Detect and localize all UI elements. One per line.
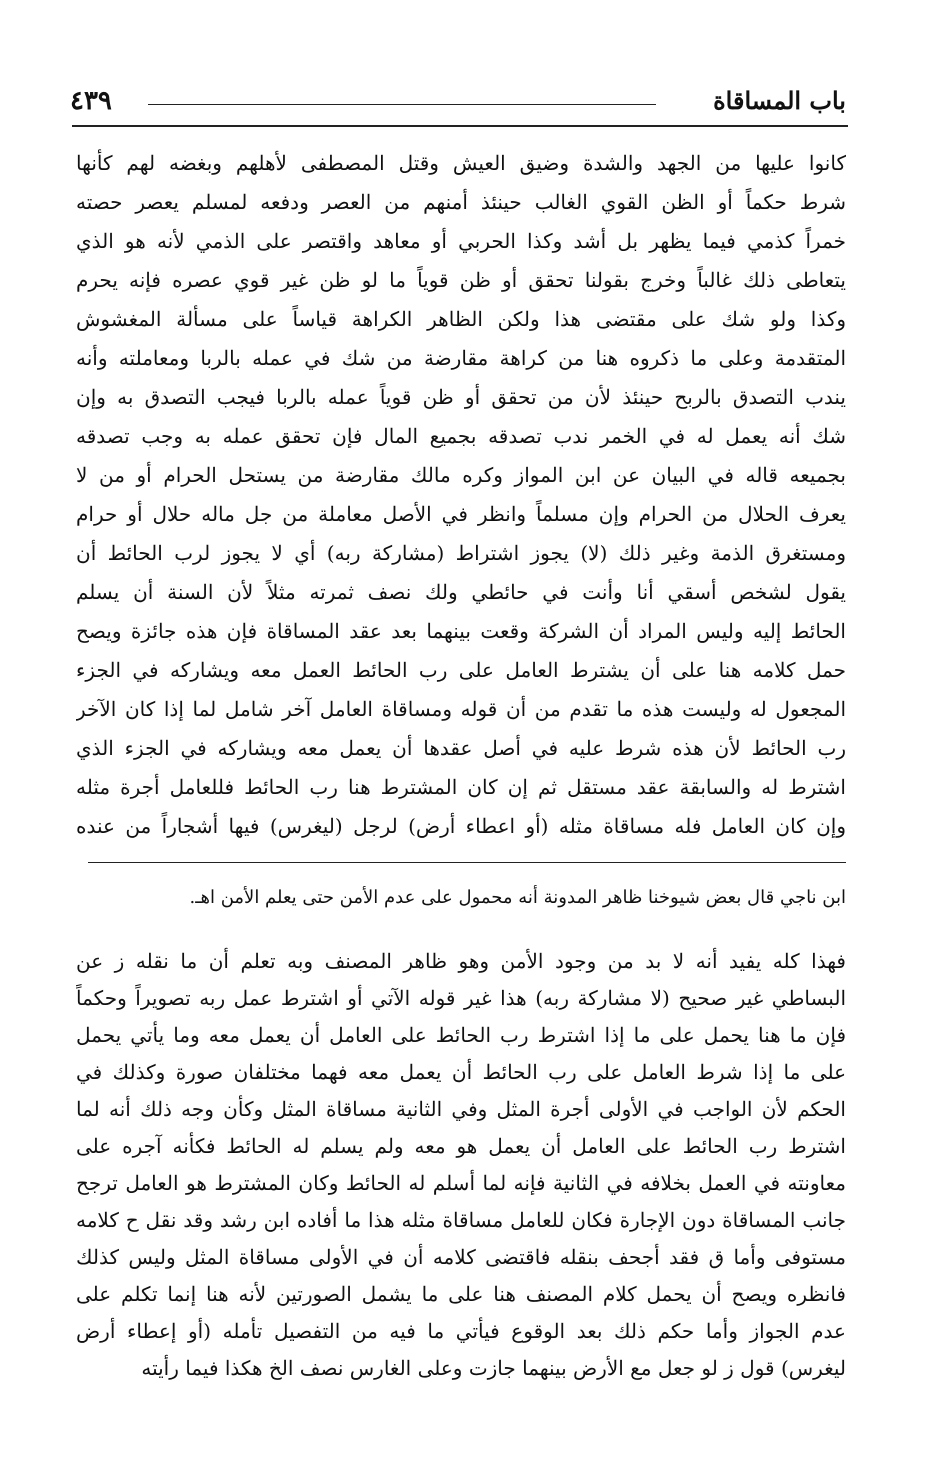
footnote-line: ابن ناجي قال بعض شيوخنا ظاهر المدونة أنه محمول على عدم الأمن حتى يعلم الأمن اهـ. — [189, 887, 846, 908]
commentary-line: اشترط رب الحائط على العامل أن يعمل هو معه ولم يسلم له الحائط فكأنه آجره على — [76, 1134, 846, 1158]
main-line: شك أنه يعمل له في الخمر ندب تصدقه بجميع المال فإن تحقق عمله به وجب تصدقه — [76, 424, 846, 448]
main-line: حمل كلامه هنا على أن يشترط العامل على رب الحائط العمل معه ويشاركه في الجزء — [76, 658, 846, 682]
commentary-line: مستوفى وأما ق فقد أجحف بنقله فاقتضى كلامه أن في الأولى مساقاة المثل وليس كذلك — [76, 1245, 846, 1269]
main-line: خمراً كذمي فيما يظهر بل أشد وكذا الحربي أو معاهد واقتصر على الذمي لأنه هو الذي — [76, 229, 846, 253]
commentary-line: الحكم لأن الواجب في الأولى أجرة المثل وفي الثانية مساقاة المثل وكأن وجه ذلك أنه لما — [76, 1097, 846, 1121]
main-line: رب الحائط لأن هذه شرط عليه في أصل عقدها أن يعمل معه ويشاركه في الجزء الذي — [76, 736, 846, 760]
header-underline — [72, 125, 848, 127]
main-line: يندب التصدق بالربح حينئذ لأن من تحقق أو ظن قوياً عمله بالربا فيجب التصدق به وإن — [76, 385, 846, 409]
commentary-line: فإن ما هنا يحمل على ما إذا اشترط رب الحائط على العامل أن يعمل معه وما يأتي يحمل — [76, 1023, 846, 1047]
main-line: يقول لشخص أسقي أنا وأنت في حائطي ولك نصف ثمرته مثلاً لأن السنة أن يسلم — [76, 580, 846, 604]
page-number: ٤٣٩ — [70, 86, 112, 116]
header-rule — [148, 104, 656, 105]
commentary-line: على ما إذا شرط العامل على رب الحائط أن يعمل معه فهما مختلفان صورة وكذلك في — [76, 1060, 846, 1084]
footnote-divider — [88, 862, 846, 863]
main-line: يتعاطى ذلك غالباً وخرج بقولنا تحقق أو ظن قوياً ما لو ظن غير قوي عصره فإنه يحرم — [76, 268, 846, 292]
main-line: المتقدمة وعلى ما ذكروه هنا من كراهة مقارضة من شك في عمله بالربا ومعاملته وأنه — [76, 346, 846, 370]
running-header — [70, 78, 846, 118]
commentary-line: عدم الجواز وأما حكم ذلك بعد الوقوع فيأتي ما فيه من التفصيل تأمله (أو إعطاء أرض — [76, 1319, 846, 1343]
main-line: ومستغرق الذمة وغير ذلك (لا) يجوز اشتراط (مشاركة ربه) أي لا يجوز لرب الحائط أن — [76, 541, 846, 565]
main-line: المجعول له وليست هذه ما تقدم من أن قوله ومساقاة العامل آخر شامل لما إذا كان الآخر — [76, 697, 846, 721]
chapter-title: باب المساقاة — [713, 86, 846, 115]
commentary-line: جانب المساقاة دون الإجارة فكان للعامل مساقاة مثله هذا ما أفاده ابن رشد وقد نقل ح كلامه — [76, 1208, 846, 1232]
commentary-line: معاونته في العمل بخلافه في الثانية فإنه لما أسلم له الحائط وكان المشترط هو العامل ترجح — [76, 1171, 846, 1195]
commentary-line: ليغرس) قول ز لو جعل مع الأرض بينهما جازت وعلى الغارس نصف الخ هكذا فيما رأيته — [141, 1356, 846, 1380]
main-line: الحائط إليه وليس المراد أن الشركة وقعت بينهما بعد عقد المساقاة فإن هذه جائزة ويصح — [76, 619, 846, 643]
commentary-line: فهذا كله يفيد أنه لا بد من وجود الأمن وهو ظاهر المصنف وبه تعلم أن ما نقله ز عن — [76, 949, 846, 973]
main-line: كانوا عليها من الجهد والشدة وضيق العيش وقتل المصطفى لأهلهم وبغضه لهم كأنها — [76, 151, 846, 175]
main-line: شرط حكماً أو الظن القوي الغالب حينئذ أمنهم من العصر ودفعه لمسلم يعصر حصته — [76, 190, 846, 214]
main-line: وإن كان العامل فله مساقاة مثله (أو اعطاء أرض) لرجل (ليغرس) فيها أشجاراً من عنده — [76, 814, 846, 838]
main-line: بجميعه قاله في البيان عن ابن المواز وكره مالك مقارضة من يستحل الحرام أو من لا — [76, 463, 846, 487]
commentary-line: البساطي غير صحيح (لا مشاركة ربه) هذا غير قوله الآتي أو اشترط عمل ربه تصويراً وحكماً — [76, 986, 846, 1010]
main-line: وكذا ولو شك على مقتضى هذا ولكن الظاهر الكراهة قياساً على مسألة المغشوش — [76, 307, 846, 331]
main-line: يعرف الحلال من الحرام وإن مسلماً وانظر في الأصل معاملة من جل ماله حلال أو حرام — [76, 502, 846, 526]
commentary-line: فانظره ويصح أن يحمل كلام المصنف هنا على ما يشمل الصورتين لأنه هنا إنما تكلم على — [76, 1282, 846, 1306]
main-line: اشترط له والسابقة عقد مستقل ثم إن كان المشترط هنا رب الحائط فللعامل أجرة مثله — [76, 775, 846, 799]
